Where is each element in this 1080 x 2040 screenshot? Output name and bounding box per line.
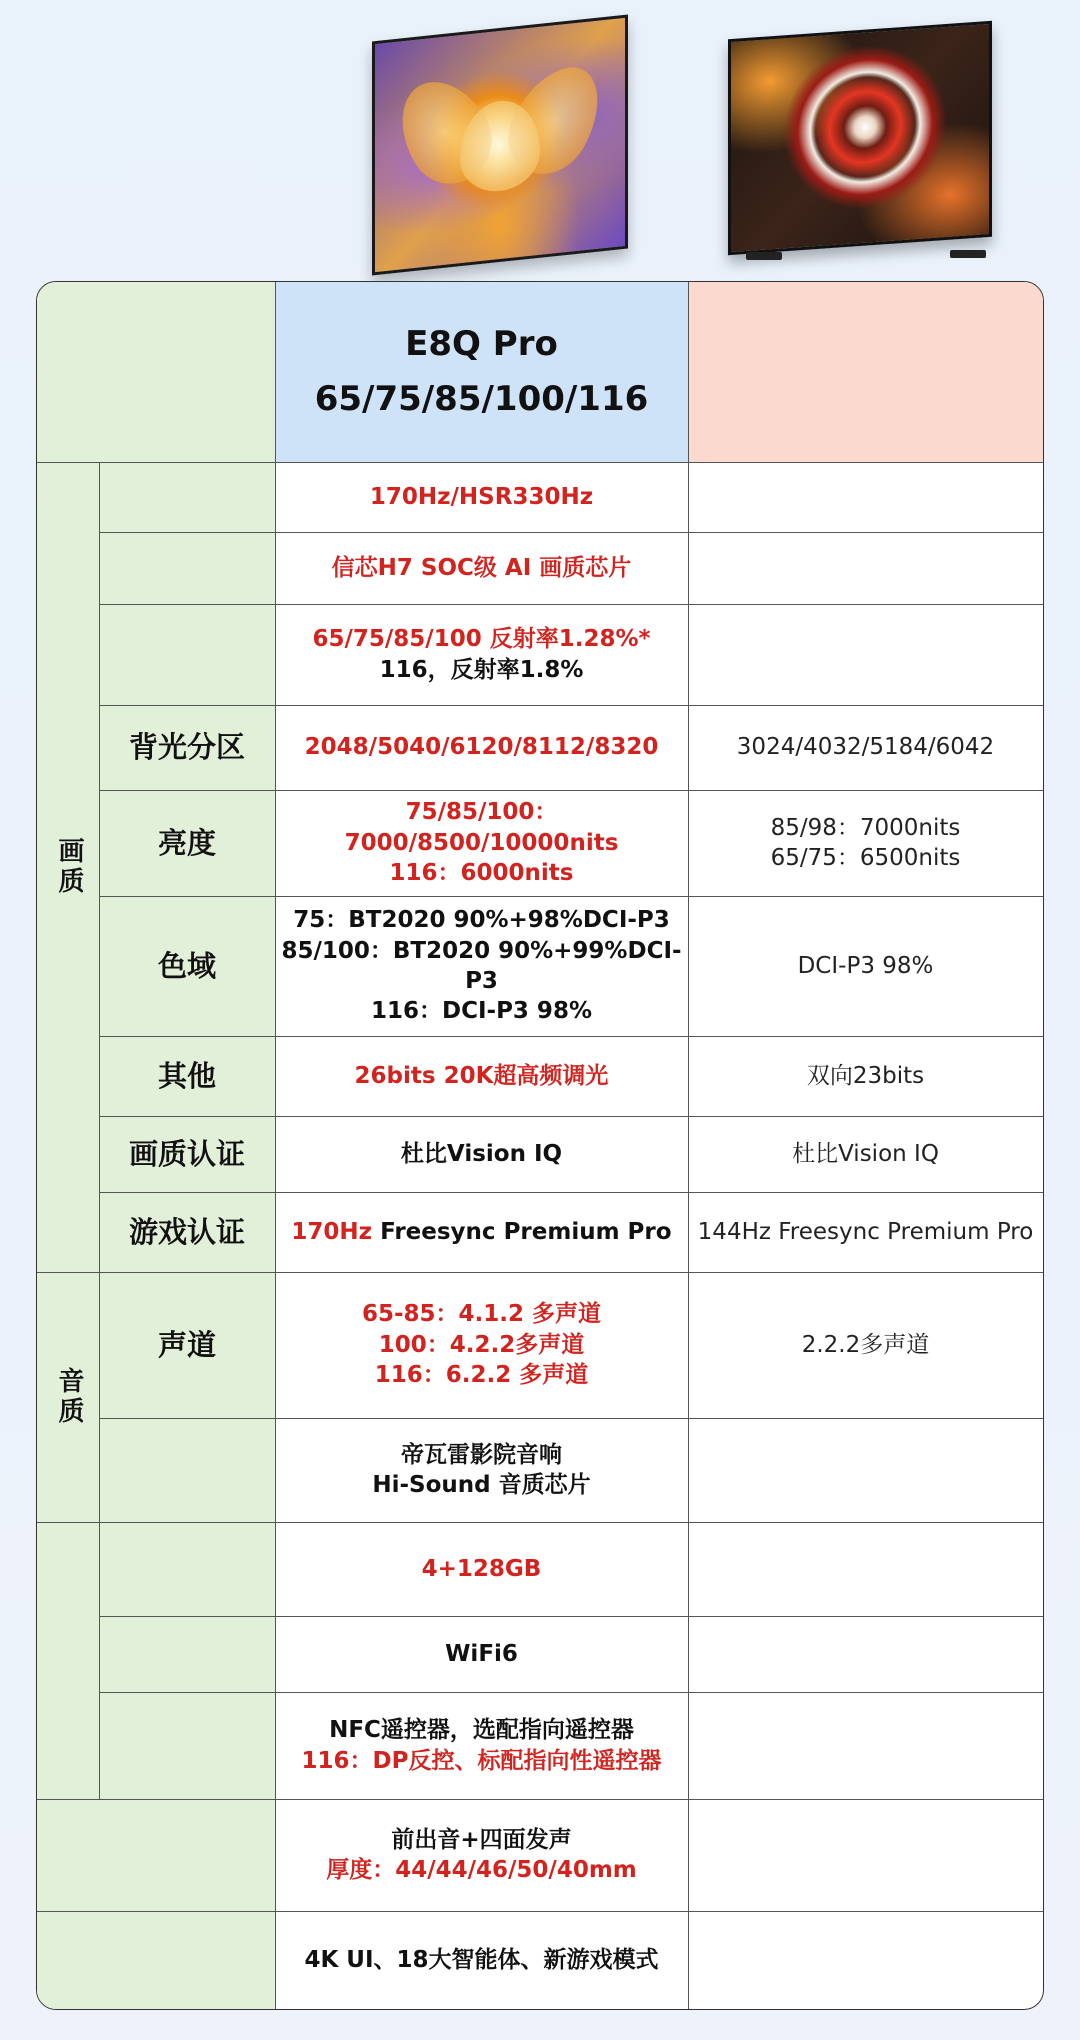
channels-line1: 65-85：4.1.2 多声道 [361, 1301, 602, 1328]
header-empty-cell [37, 282, 275, 462]
brightness-line2: 116：6000nits [389, 860, 574, 887]
brightness-comp-line1: 85/98：7000nits [770, 814, 961, 841]
game-cert-competitor: 144Hz Freesync Premium Pro [697, 1218, 1034, 1245]
reflect-line2: 116，反射率1.8% [379, 656, 584, 683]
divider [99, 1692, 1043, 1693]
label-merged-bottom [37, 1799, 275, 2009]
design-line2: 厚度：44/44/46/50/40mm [326, 1857, 637, 1883]
other-competitor: 双向23bits [806, 1062, 925, 1089]
divider [37, 1911, 1043, 1912]
channels-value [275, 1272, 688, 1418]
game-cert-value [275, 1192, 688, 1272]
divider [99, 604, 1043, 605]
game-cert-rest: Freesync Premium Pro [372, 1218, 672, 1245]
pq-cert-value: 杜比Vision IQ [400, 1140, 563, 1167]
backlight-competitor: 3024/4032/5184/6042 [736, 734, 995, 761]
label-channels: 声道 [157, 1327, 216, 1362]
brightness-competitor [688, 790, 1043, 896]
label-gamut: 色域 [157, 948, 216, 983]
divider [99, 462, 100, 1799]
refresh-value: 170Hz/HSR330Hz [369, 483, 594, 510]
category-picture [37, 462, 99, 1272]
design-line1: 前出音+四面发声 [391, 1826, 572, 1853]
gamut-competitor: DCI-P3 98% [797, 952, 934, 979]
tv-image-left [372, 15, 628, 276]
gamut-line3: 116：DCI-P3 98% [370, 998, 592, 1025]
divider [99, 1116, 1043, 1117]
remote-line1: NFC遥控器，选配指向遥控器 [329, 1717, 634, 1744]
remote-value [275, 1692, 688, 1799]
label-game-cert: 游戏认证 [128, 1214, 245, 1249]
channels-line3: 116：6.2.2 多声道 [374, 1362, 589, 1389]
divider [37, 1799, 1043, 1800]
brightness-line1: 75/85/100：7000/8500/10000nits [344, 799, 619, 856]
gamut-line1: 75：BT2020 90%+98%DCI-P3 [293, 907, 670, 934]
gamut-value [275, 896, 688, 1036]
audio-line1: 帝瓦雷影院音响 [401, 1441, 562, 1468]
brightness-comp-line2: 65/75：6500nits [770, 845, 961, 871]
storage-value: 4+128GB [421, 1555, 542, 1582]
system-value: 4K UI、18大智能体、新游戏模式 [304, 1946, 659, 1973]
divider [688, 282, 689, 2009]
category-picture-label: 画质 [53, 837, 84, 897]
divider [99, 532, 1043, 533]
reflect-value [275, 604, 688, 705]
header-competitor-cell [688, 282, 1043, 462]
label-other: 其他 [157, 1058, 216, 1093]
chip-value: 信芯H7 SOC级 AI 画质芯片 [331, 554, 632, 581]
divider [99, 1036, 1043, 1037]
remote-line2: 116：DP反控、标配指向性遥控器 [301, 1747, 662, 1774]
divider [37, 1522, 1043, 1523]
divider [275, 282, 276, 2009]
divider [99, 705, 1043, 706]
reflect-line1: 65/75/85/100 反射率1.28%* [312, 626, 651, 653]
divider [99, 896, 1043, 897]
divider [99, 1616, 1043, 1617]
divider [99, 1192, 1043, 1193]
design-value [275, 1799, 688, 1911]
channels-competitor: 2.2.2多声道 [801, 1331, 930, 1358]
label-backlight: 背光分区 [128, 730, 245, 765]
backlight-value: 2048/5040/6120/8112/8320 [304, 734, 659, 761]
pq-cert-competitor: 杜比Vision IQ [792, 1140, 939, 1167]
channels-line2: 100：4.2.2多声道 [378, 1331, 585, 1358]
comparison-table [36, 281, 1044, 2010]
audio-value [275, 1418, 688, 1522]
tv-stand [950, 250, 986, 258]
gamut-line2: 85/100：BT2020 90%+99%DCI-P3 [281, 937, 682, 994]
tv-image-right [728, 21, 992, 255]
model-name: E8Q Pro [405, 324, 558, 365]
model-sizes: 65/75/85/100/116 [314, 379, 649, 419]
game-cert-hz: 170Hz [291, 1218, 373, 1245]
other-value: 26bits 20K超高频调光 [354, 1062, 609, 1089]
label-pq-cert: 画质认证 [128, 1136, 245, 1171]
header-model-cell [275, 282, 688, 462]
audio-line2: Hi-Sound 音质芯片 [372, 1472, 591, 1498]
label-brightness: 亮度 [157, 825, 216, 860]
divider [37, 462, 1043, 463]
divider [99, 1418, 1043, 1419]
wifi-value: WiFi6 [445, 1640, 518, 1667]
tv-stand [746, 252, 782, 260]
category-sound [37, 1272, 99, 1522]
category-sound-label: 音质 [53, 1367, 84, 1427]
divider [99, 790, 1043, 791]
divider [37, 1272, 1043, 1273]
brightness-value [275, 790, 688, 896]
